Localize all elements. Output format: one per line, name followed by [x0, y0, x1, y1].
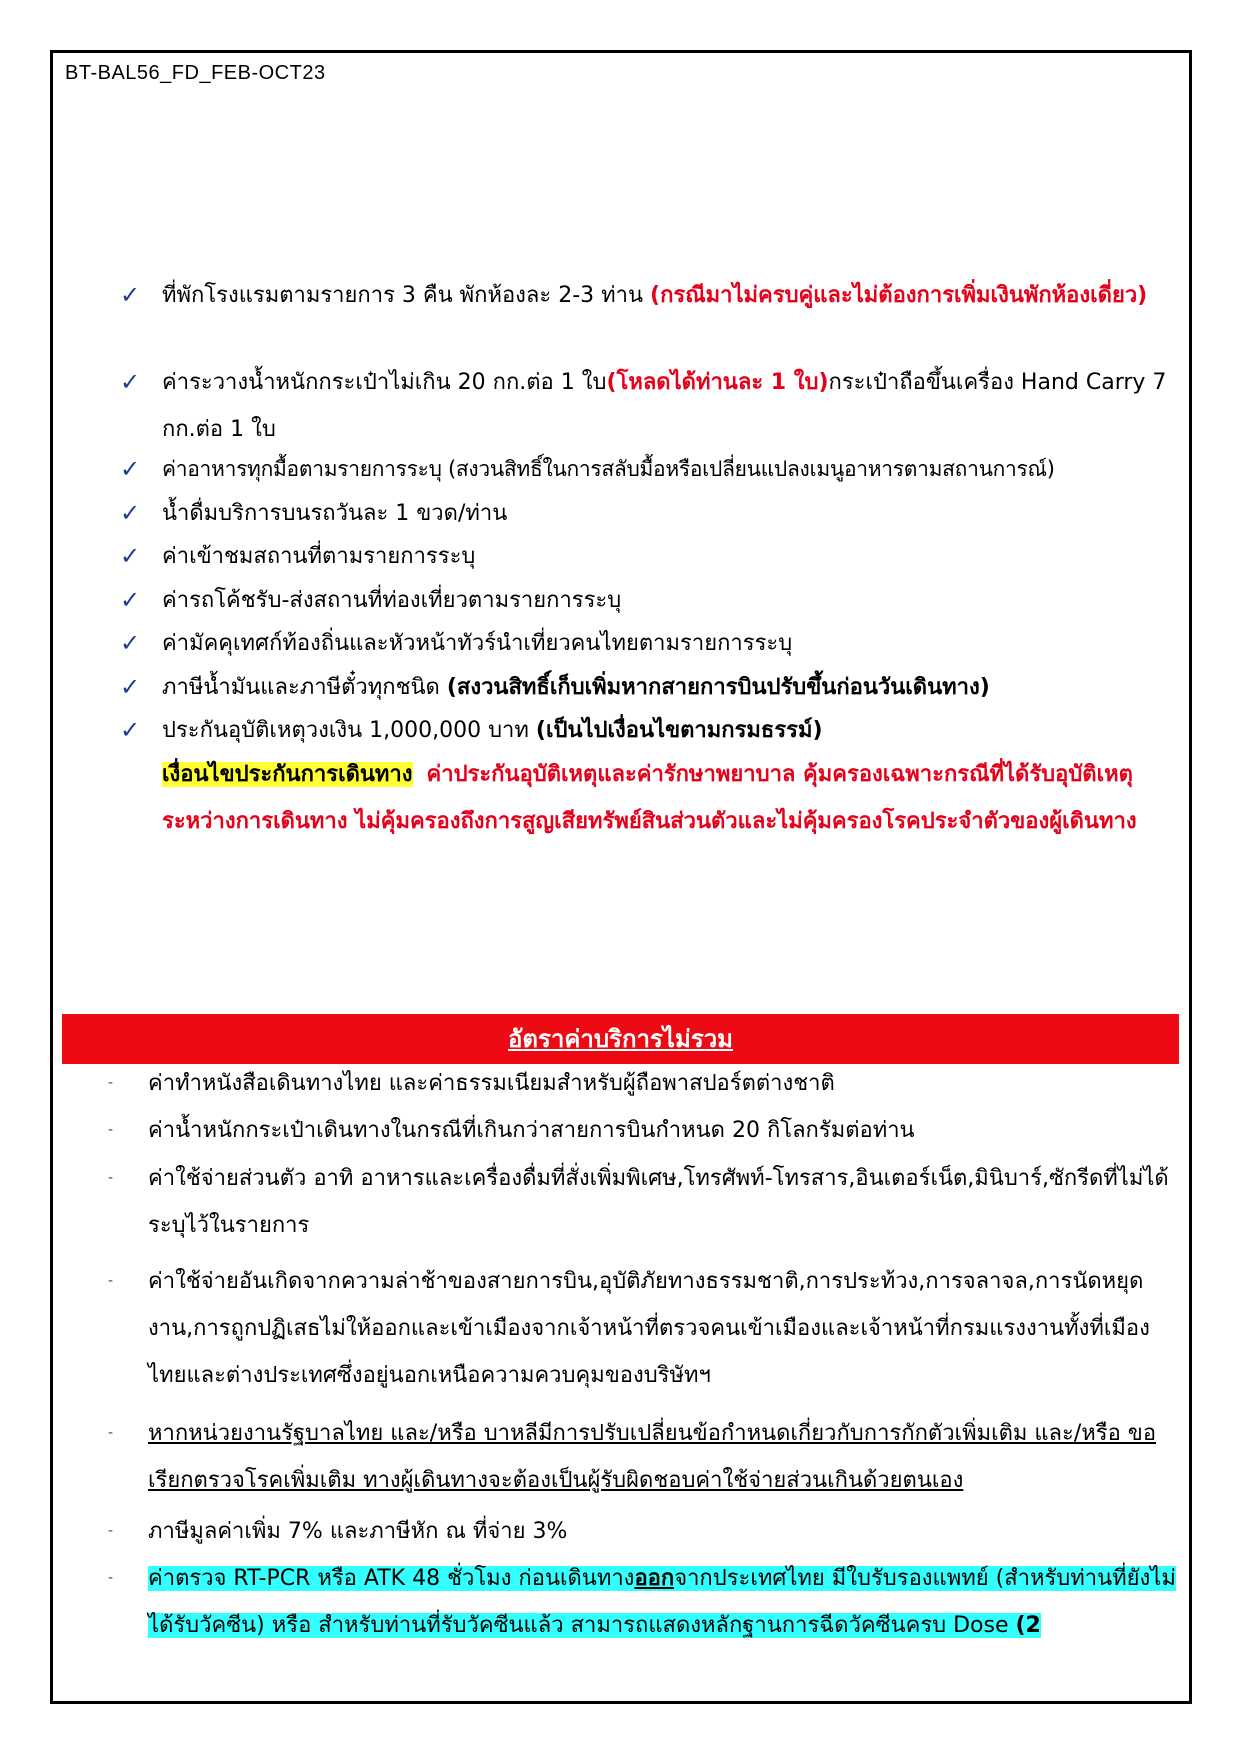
item-text: ค่าตรวจ RT-PCR หรือ ATK 48 ชั่วโมง ก่อนเดินทาง [148, 1566, 635, 1591]
checkmark-icon: ✓ [120, 716, 141, 744]
insurance-note [120, 751, 1170, 896]
item-text: ค่าใช้จ่ายส่วนตัว อาทิ อาหารและเครื่องดื่มที่สั่งเพิ่มพิเศษ,โทรศัพท์-โทรสาร,อินเตอร์เน็ต,มินิบาร์,ซักรีดที่ไม่ได้ระบุไว้ในรายการ [148, 1166, 1169, 1238]
item-emphasis: (โหลดได้ท่านละ 1 ใบ) [606, 370, 829, 395]
checkmark-icon: ✓ [120, 368, 141, 396]
checkmark-icon: ✓ [120, 281, 141, 309]
dash-bullet: - [108, 1170, 114, 1186]
dash-bullet: - [108, 1122, 114, 1138]
item-emphasis: ออก [634, 1566, 675, 1591]
item-text: ค่าน้ำหนักกระเป๋าเดินทางในกรณีที่เกินกว่าสายการบินกำหนด 20 กิโลกรัมต่อท่าน [148, 1118, 915, 1143]
item-dose: (2 [1015, 1613, 1041, 1638]
item-text: ค่าใช้จ่ายอันเกิดจากความล่าช้าของสายการบิน,อุบัติภัยทางธรรมชาติ,การประท้วง,การจลาจล,การนัดหยุดงาน,การถูกปฏิเสธไม่ให้ออกและเข้าเมืองจากเจ้าหน้าที่ตรวจคนเข้าเมืองและเจ้าหน้าที่กรมแรงงานทั้งที่เมืองไทยและต่างประเทศซึ่งอยู่นอกเหนือความควบคุมของบริษัทฯ [148, 1269, 1150, 1388]
item-bold: (เป็นไปเงื่อนไขตามกรมธรรม์) [535, 718, 823, 743]
item-text: ค่ามัคคุเทศก์ท้องถิ่นและหัวหน้าทัวร์นำเที่ยวคนไทยตามรายการระบุ [162, 631, 793, 656]
checkmark-icon: ✓ [120, 499, 141, 527]
checkmark-icon: ✓ [120, 586, 141, 614]
checkmark-icon: ✓ [120, 629, 141, 657]
dash-bullet: - [108, 1523, 114, 1539]
item-text: ภาษีน้ำมันและภาษีตั๋วทุกชนิด [162, 675, 447, 700]
item-text: ประกันอุบัติเหตุวงเงิน 1,000,000 บาท [162, 718, 536, 743]
item-text: ค่าอาหารทุกมื้อตามรายการระบุ (สงวนสิทธิ์ในการสลับมื้อหรือเปลี่ยนแปลงเมนูอาหารตามสถานการณ์) [162, 457, 1055, 481]
insurance-label: เงื่อนไขประกันการเดินทาง [162, 762, 413, 787]
item-text: น้ำดื่มบริการบนรถวันละ 1 ขวด/ท่าน [162, 501, 508, 526]
dash-bullet: - [108, 1570, 114, 1586]
insurance-text: ค่าประกันอุบัติเหตุและค่ารักษาพยาบาล คุ้มครองเฉพาะกรณีที่ได้รับอุบัติเหตุระหว่างการเดินทาง ไม่คุ้มครองถึงการสูญเสียทรัพย์สินส่วนตัวและไม่คุ้มครองโรคประจำตัวของผู้เดินทาง [162, 762, 1137, 834]
item-tail: กระเป๋าถือขึ้นเครื่อง Hand Carry 7 กก.ต่อ 1 ใบ [162, 370, 1167, 442]
document-code: BT-BAL56_FD_FEB-OCT23 [65, 62, 326, 84]
item-text: ค่าเข้าชมสถานที่ตามรายการระบุ [162, 544, 476, 569]
checkmark-icon: ✓ [120, 455, 141, 483]
dash-bullet: - [108, 1425, 114, 1441]
included-item [120, 359, 1170, 453]
dash-bullet: - [108, 1075, 114, 1091]
item-text: ภาษีมูลค่าเพิ่ม 7% และภาษีหัก ณ ที่จ่าย 3% [148, 1519, 568, 1544]
included-item [120, 272, 1170, 366]
item-text: ค่าระวางน้ำหนักกระเป๋าไม่เกิน 20 กก.ต่อ 1 ใบ [162, 370, 607, 395]
item-text: ค่าทำหนังสือเดินทางไทย และค่าธรรมเนียมสำหรับผู้ถือพาสปอร์ตต่างชาติ [148, 1071, 835, 1096]
excluded-header-bar [62, 1014, 1179, 1064]
dash-bullet: - [108, 1273, 114, 1289]
item-text: ค่ารถโค้ชรับ-ส่งสถานที่ท่องเที่ยวตามรายการระบุ [162, 588, 622, 613]
item-text: ที่พักโรงแรมตามรายการ 3 คืน พักห้องละ 2-3 ท่าน [162, 283, 651, 308]
item-bold: (สงวนสิทธิ์เก็บเพิ่มหากสายการบินปรับขึ้นก่อนวันเดินทาง) [446, 675, 990, 700]
checkmark-icon: ✓ [120, 542, 141, 570]
item-text-cont: จากประเทศไทย มีใบรับรองแพทย์ (สำหรับท่านที่ยังไม่ได้รับวัคซีน) หรือ สำหรับท่านที่รับวัคซีนแล้ว สามารถแสดงหลักฐานการฉีดวัคซีนครบ Dose [148, 1566, 1176, 1638]
item-emphasis: (กรณีมาไม่ครบคู่และไม่ต้องการเพิ่มเงินพักห้องเดี่ยว) [650, 283, 1148, 308]
excluded-header: อัตราค่าบริการไม่รวม [508, 1025, 733, 1053]
item-text: หากหน่วยงานรัฐบาลไทย และ/หรือ บาหลีมีการปรับเปลี่ยนข้อกำหนดเกี่ยวกับการกักตัวเพิ่มเติม และ/หรือ ขอเรียกตรวจโรคเพิ่มเติม ทางผู้เดินทางจะต้องเป็นผู้รับผิดชอบค่าใช้จ่ายส่วนเกินด้วยตนเอง [148, 1421, 1157, 1493]
checkmark-icon: ✓ [120, 673, 141, 701]
